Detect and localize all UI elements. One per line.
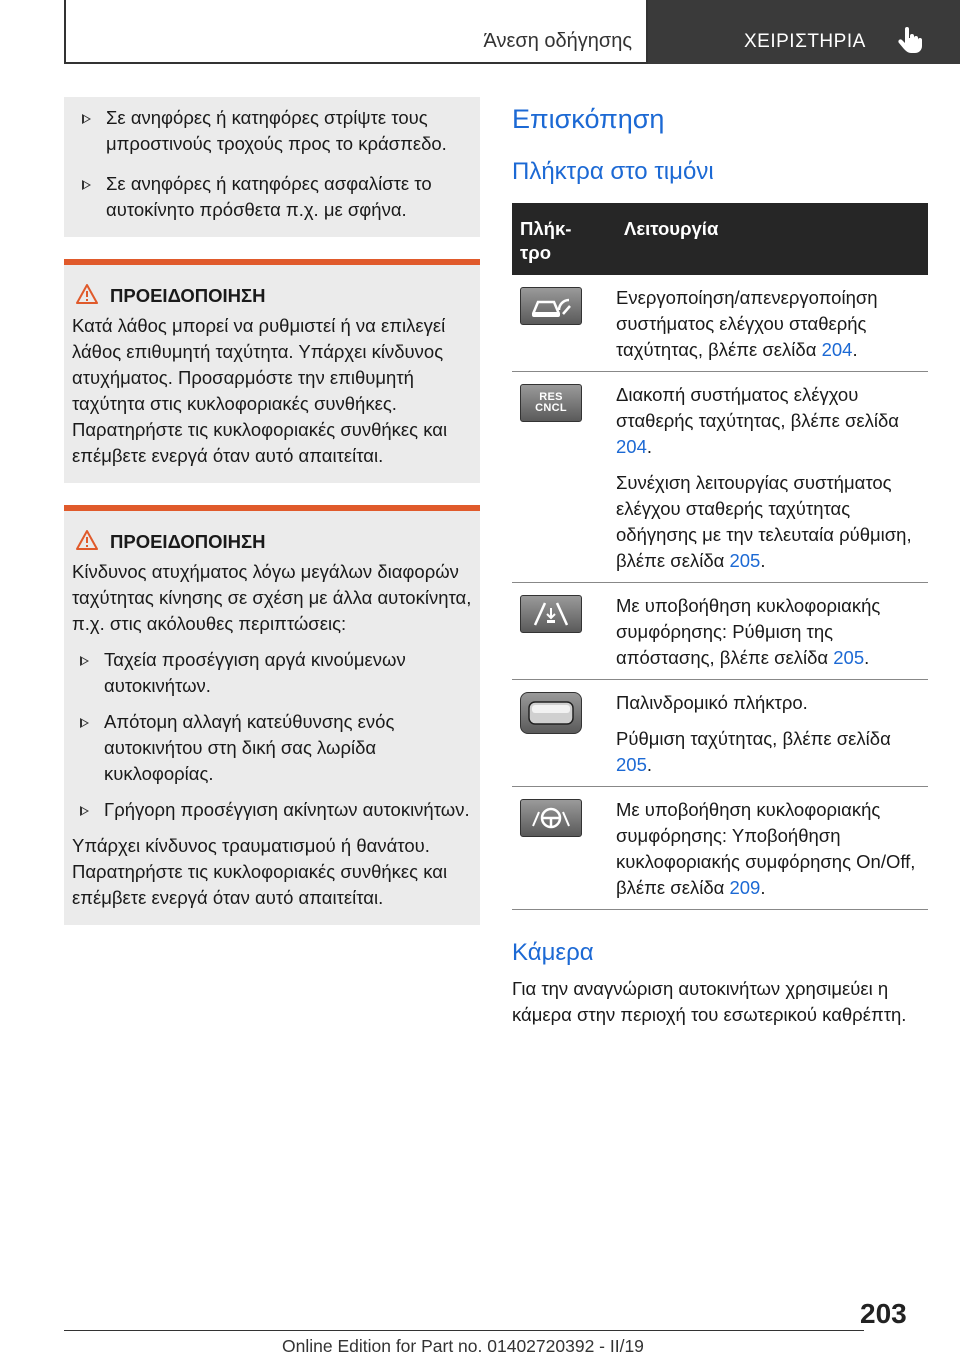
header-manual-tab bbox=[648, 0, 960, 64]
res-label: RES bbox=[539, 391, 563, 403]
page-link[interactable]: 204 bbox=[821, 339, 853, 360]
page-title: Επισκόπηση bbox=[512, 104, 665, 134]
button-cell bbox=[512, 680, 616, 787]
res-cncl-button-icon bbox=[520, 384, 582, 422]
bullet-triangle-icon bbox=[80, 718, 89, 728]
page-header bbox=[64, 0, 960, 66]
distance-setting-icon bbox=[520, 595, 582, 633]
list-item bbox=[64, 647, 480, 699]
bullet-triangle-icon bbox=[82, 180, 91, 190]
page-number: 203 bbox=[860, 1298, 907, 1329]
warning-title bbox=[64, 529, 480, 555]
page-link[interactable]: 204 bbox=[616, 436, 647, 457]
warning-intro: Κίνδυνος ατυχήματος λόγω μεγάλων διαφορών ταχύτητας κίνησης σε σχέση με άλλα αυτοκίνητα, π.χ. στις ακόλουθες περιπτώσεις: bbox=[72, 561, 472, 634]
button-cell bbox=[512, 275, 616, 372]
traffic-jam-assist-icon bbox=[520, 799, 582, 837]
function-text: Ρύθμιση ταχύτητας, βλέπε σελίδα 205. bbox=[616, 728, 891, 775]
table-row bbox=[512, 275, 928, 372]
function-text: Διακοπή συστήματος ελέγχου σταθερής ταχύτητας, βλέπε σελίδα 204. bbox=[616, 384, 899, 457]
header-manual-title: ΧΕΙΡΙΣΤΗΡΙΑ bbox=[744, 31, 866, 52]
rocker-switch-icon bbox=[520, 692, 582, 734]
header-section-title: Άνεση οδήγησης bbox=[483, 30, 632, 52]
parking-tips-box bbox=[64, 97, 480, 237]
list-item bbox=[64, 105, 480, 157]
list-item-text: Ταχεία προσέγγιση αργά κινούμενων αυτοκινήτων. bbox=[104, 649, 406, 696]
warning-title-text: ΠΡΟΕΙΔΟΠΟΙΗΣΗ bbox=[110, 285, 266, 306]
table-row bbox=[512, 583, 928, 680]
column-header-button: Πλήκ- τρο bbox=[512, 203, 616, 275]
warning-text: Κατά λάθος μπορεί να ρυθμιστεί ή να επιλεγεί λάθος επιθυμητή ταχύτητα. Υπάρχει κίνδυνος ατυχήματος. Προσαρμόστε την επιθυμητή ταχύτητα στις κυκλοφοριακές συνθήκες. Παρατηρήστε τις κυκλοφοριακές συνθήκες και επέμβετε ενεργά όταν αυτό απαιτείται. bbox=[72, 315, 448, 466]
pointing-hand-icon bbox=[896, 26, 924, 54]
list-item-text: Σε ανηφόρες ή κατηφόρες ασφαλίστε το αυτοκίνητο πρόσθετα π.χ. με σφήνα. bbox=[106, 173, 432, 220]
page-link[interactable]: 205 bbox=[616, 754, 647, 775]
button-cell bbox=[512, 787, 616, 910]
camera-text: Για την αναγνώριση αυτοκινήτων χρησιμεύει η κάμερα στην περιοχή του εσωτερικού καθρέπτη. bbox=[512, 978, 907, 1025]
list-item-text: Γρήγορη προσέγγιση ακίνητων αυτοκινήτων. bbox=[104, 799, 470, 820]
list-item-text: Σε ανηφόρες ή κατηφόρες στρίψτε τους μπροστινούς τροχούς προς το κράσπεδο. bbox=[106, 107, 447, 154]
list-item-text: Απότομη αλλαγή κατεύθυνσης ενός αυτοκινήτου στη δική σας λωρίδα κυκλοφορίας. bbox=[104, 711, 395, 784]
left-column bbox=[64, 97, 480, 925]
warning-triangle-icon bbox=[76, 529, 98, 551]
function-text: Με υποβοήθηση κυκλοφοριακής συμφόρησης: Υποβοήθηση κυκλοφοριακής συμφόρησης On/Off, βλέπε σελίδα 209. bbox=[616, 799, 916, 898]
header-section-tab bbox=[64, 0, 648, 64]
function-text: Ενεργοποίηση/απενεργοποίηση συστήματος ελέγχου σταθερής ταχύτητας, βλέπε σελίδα 204. bbox=[616, 287, 878, 360]
function-cell bbox=[616, 583, 928, 680]
table-row bbox=[512, 787, 928, 910]
function-cell bbox=[616, 787, 928, 910]
table-row bbox=[512, 372, 928, 583]
warning-outro: Υπάρχει κίνδυνος τραυματισμού ή θανάτου. Παρατηρήστε τις κυκλοφοριακές συνθήκες και επέμβετε ενεργά όταν αυτό απαιτείται. bbox=[72, 835, 448, 908]
footer-edition: Online Edition for Part no. 01402720392 - II/19 bbox=[282, 1336, 644, 1356]
button-cell bbox=[512, 583, 616, 680]
button-cell bbox=[512, 372, 616, 583]
warning-title bbox=[64, 283, 480, 309]
right-column bbox=[512, 97, 928, 1028]
list-item bbox=[64, 797, 480, 823]
list-item bbox=[64, 709, 480, 787]
function-cell bbox=[616, 275, 928, 372]
camera-section-title: Κάμερα bbox=[512, 939, 594, 966]
function-cell bbox=[616, 680, 928, 787]
function-text: Συνέχιση λειτουργίας συστήματος ελέγχου σταθερής ταχύτητας οδήγησης με την τελευταία ρύθμιση, βλέπε σελίδα 205. bbox=[616, 472, 912, 571]
bullet-triangle-icon bbox=[80, 806, 89, 816]
cncl-label: CNCL bbox=[535, 402, 567, 414]
warning-box-1 bbox=[64, 259, 480, 483]
column-header-function: Λειτουργία bbox=[616, 203, 928, 275]
table-row bbox=[512, 680, 928, 787]
bullet-triangle-icon bbox=[80, 656, 89, 666]
list-item bbox=[64, 171, 480, 223]
page-link[interactable]: 205 bbox=[729, 550, 761, 571]
cruise-control-on-off-icon bbox=[520, 287, 582, 325]
buttons-table bbox=[512, 203, 928, 910]
section-title: Πλήκτρα στο τιμόνι bbox=[512, 158, 714, 185]
warning-title-text: ΠΡΟΕΙΔΟΠΟΙΗΣΗ bbox=[110, 531, 266, 552]
function-cell bbox=[616, 372, 928, 583]
footer-divider bbox=[64, 1330, 864, 1331]
warning-box-2 bbox=[64, 505, 480, 925]
bullet-triangle-icon bbox=[82, 114, 91, 124]
function-text: Με υποβοήθηση κυκλοφοριακής συμφόρησης: Ρύθμιση της απόστασης, βλέπε σελίδα 205. bbox=[616, 595, 881, 668]
page-link[interactable]: 205 bbox=[833, 647, 865, 668]
function-text: Παλινδρομικό πλήκτρο. bbox=[616, 692, 808, 713]
page-link[interactable]: 209 bbox=[729, 877, 761, 898]
warning-triangle-icon bbox=[76, 283, 98, 305]
